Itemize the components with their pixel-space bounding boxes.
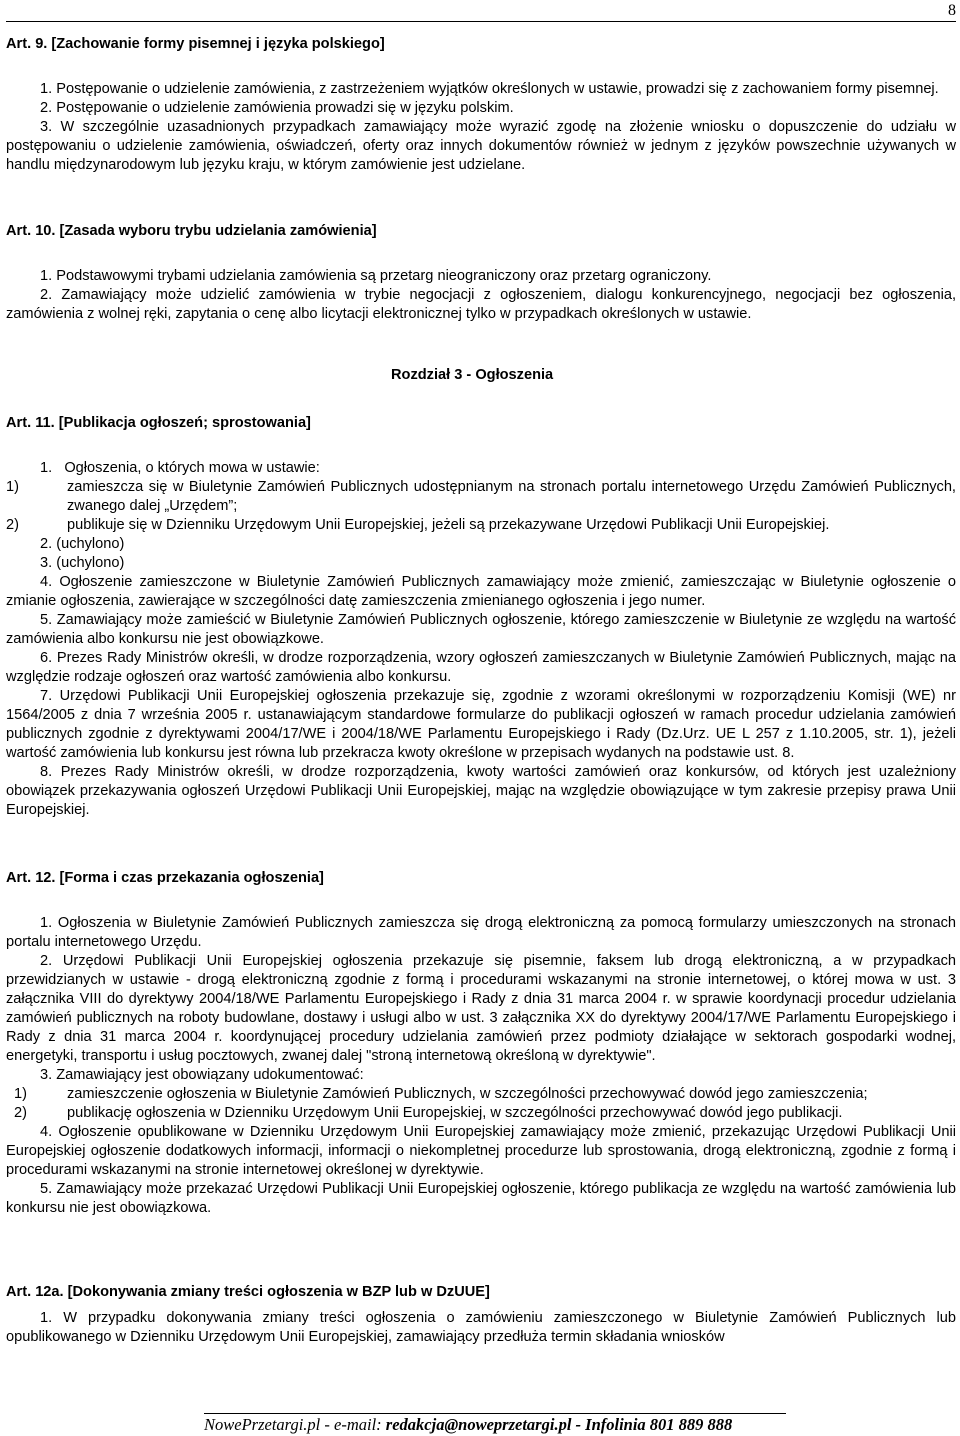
footer-contact: redakcja@noweprzetargi.pl - Infolinia 801 889 888 (385, 1415, 733, 1434)
page-number: 8 (948, 2, 956, 19)
art11-list-item-2 (6, 516, 956, 535)
art11-heading: Art. 11. [Publikacja ogłoszeń; sprostowania] (6, 415, 311, 431)
art11-paragraph-4: 4. Ogłoszenie zamieszczone w Biuletynie Zamówień Publicznych zamawiający może zmienić, zamieszczając w Biuletynie ogłoszenie o zmianie ogłoszenia, zawierające w szczególności datę zamieszczenia zmienianego ogłoszenia i jego numer. (6, 574, 956, 609)
art11-paragraph-6: 6. Prezes Rady Ministrów określi, w drodze rozporządzenia, wzory ogłoszeń zamieszczanych w Biuletynie Zamówień Publicznych, mając na względzie rodzaje ogłoszeń oraz wartość zamówienia albo konkursu. (6, 650, 956, 685)
art9-heading: Art. 9. [Zachowanie formy pisemnej i języka polskiego] (6, 36, 385, 52)
art12a-paragraph-1: 1. W przypadku dokonywania zmiany treści ogłoszenia o zamówieniu zamieszczonego w Biuletynie Zamówień Publicznych lub opublikowanego w Dzienniku Urzędowym Unii Europejskiej, zamawiający przedłuża termin składania wniosków (6, 1310, 956, 1345)
art9-paragraph-2: 2. Postępowanie o udzielenie zamówienia prowadzi się w języku polskim. (40, 100, 514, 116)
art11-list-item-1 (6, 478, 956, 516)
art12-paragraph-1: 1. Ogłoszenia w Biuletynie Zamówień Publicznych zamieszcza się drogą elektroniczną za pomocą formularzy umieszczonych na stronach portalu internetowego Urzędu. (6, 915, 956, 950)
art10-section (6, 267, 956, 324)
art12-paragraph-2: 2. Urzędowi Publikacji Unii Europejskiej ogłoszenia przekazuje się pisemnie, faksem lub drogą elektroniczną, a w przypadkach przewidzianych w ustawie - drogą elektroniczną zgodnie z formą i procedurami wskazanymi na stronie internetowej, o której mowa w ust. 3 załącznika VIII do dyrektywy 2004/18/WE Parlamentu Europejskiego i Rady z dnia 31 marca 2004 r. w sprawie koordynacji procedur udzielania zamówień publicznych na roboty budowlane, dostawy i usługi albo w ust. 3 załącznika XX do dyrektywy 2004/17/WE Parlamentu Europejskiego i Rady z dnia 31 marca 2004 r. koordynującej procedury udzielania zamówień przez podmioty działające w sektorach gospodarki wodnej, energetyki, transportu i usług pocztowych, zwanej dalej "stroną internetową określoną w dyrektywie". (6, 953, 956, 1064)
list-text: zamieszcza się w Biuletynie Zamówień Publicznych udostępnianym na stronach portalu internetowego Urzędu Zamówień Publicznych, zwanego dalej „Urzędem”; (67, 479, 956, 514)
list-number: 2) (6, 517, 19, 533)
list-number: 2) (14, 1105, 27, 1121)
art12-list-item-2 (6, 1104, 956, 1123)
art11-paragraph-8: 8. Prezes Rady Ministrów określi, w drodze rozporządzenia, kwoty wartości zamówień oraz konkursów, od których jest uzależniony obowiązek przekazywania ogłoszeń Urzędowi Publikacji Unii Europejskiej, mając na względzie obowiązujące w tym zakresie przepisy prawa Unii Europejskiej. (6, 764, 956, 818)
art11-paragraph-7: 7. Urzędowi Publikacji Unii Europejskiej ogłoszenia przekazuje się, zgodnie z wzorami określonymi w rozporządzeniu Komisji (WE) nr 1564/2005 z dnia 7 września 2005 r. ustanawiającym standardowe formularze do publikacji ogłoszeń w ramach procedur udzielania zamówień publicznych zgodnie z dyrektywami 2004/17/WE i 2004/18/WE Parlamentu Europejskiego i Rady (Dz.Urz. UE L 257 z 1.10.2005, str. 1), jeżeli wartość zamówienia lub konkursu jest równa lub przekracza kwoty określone w przepisach wydanych na podstawie ust. 8. (6, 688, 956, 761)
art10-heading: Art. 10. [Zasada wyboru trybu udzielania zamówienia] (6, 223, 377, 239)
art12-list-item-1 (6, 1085, 956, 1104)
art9-paragraph-1: 1. Postępowanie o udzielenie zamówienia, z zastrzeżeniem wyjątków określonych w ustawie, prowadzi się z zachowaniem formy pisemnej. (40, 81, 939, 97)
art12-section (6, 914, 956, 1218)
art12a-section (6, 1309, 956, 1347)
art10-paragraph-2: 2. Zamawiający może udzielić zamówienia w trybie negocjacji z ogłoszeniem, dialogu konkurencyjnego, negocjacji bez ogłoszenia, zamówienia z wolnej ręki, zapytania o cenę albo licytacji elektronicznej tylko w przypadkach określonych w ustawie. (6, 287, 956, 322)
art11-paragraph-2: 2. (uchylono) (40, 536, 125, 552)
art12a-heading: Art. 12a. [Dokonywania zmiany treści ogłoszenia w BZP lub w DzUUE] (6, 1284, 490, 1300)
art12-paragraph-5: 5. Zamawiający może przekazać Urzędowi Publikacji Unii Europejskiej ogłoszenie, którego publikacja ze względu na wartość zamówienia lub konkursu nie jest obowiązkowa. (6, 1181, 956, 1216)
list-number: 1) (6, 479, 19, 495)
art11-paragraph-3: 3. (uchylono) (40, 555, 125, 571)
list-text: publikację ogłoszenia w Dzienniku Urzędowym Unii Europejskiej, w szczególności przechowywać dowód jego publikacji. (67, 1105, 843, 1121)
list-number: 1) (14, 1086, 27, 1102)
art10-paragraph-1: 1. Podstawowymi trybami udzielania zamówienia są przetarg nieograniczony oraz przetarg ograniczony. (40, 268, 712, 284)
art12-paragraph-3: 3. Zamawiający jest obowiązany udokumentować: (40, 1067, 364, 1083)
art11-section (6, 459, 956, 820)
footer-rule (204, 1413, 786, 1414)
chapter-title: Rozdział 3 - Ogłoszenia (391, 367, 554, 383)
art9-paragraph-3: 3. W szczególnie uzasadnionych przypadkach zamawiający może wyrazić zgodę na złożenie wniosku o dopuszczenie do udziału w postępowaniu o udzielenie zamówienia, oświadczeń, oferty oraz innych dokumentów również w jednym z języków powszechnie używanych w handlu międzynarodowym lub języku kraju, w którym zamówienie jest udzielane. (6, 119, 956, 173)
art11-paragraph-5: 5. Zamawiający może zamieścić w Biuletynie Zamówień Publicznych ogłoszenie, którego zamieszczenie w Biuletynie ze względu na wartość zamówienia albo konkursu nie jest obowiązkowe. (6, 612, 956, 647)
page-footer (204, 1415, 786, 1435)
art9-section (6, 80, 956, 175)
footer-site: NowePrzetargi.pl - e-mail: (204, 1415, 386, 1434)
list-text: zamieszczenie ogłoszenia w Biuletynie Zamówień Publicznych, w szczególności przechowywać dowód jego zamieszczenia; (67, 1086, 868, 1102)
art11-paragraph-1: 1. Ogłoszenia, o których mowa w ustawie: (40, 460, 320, 476)
list-text: publikuje się w Dzienniku Urzędowym Unii Europejskiej, jeżeli są przekazywane Urzędowi Publikacji Unii Europejskiej. (67, 517, 830, 533)
art12-paragraph-4: 4. Ogłoszenie opublikowane w Dzienniku Urzędowym Unii Europejskiej zamawiający może zmienić, przekazując Urzędowi Publikacji Unii Europejskiej ogłoszenie dodatkowych informacji, informacji o niekompletnej procedurze lub sprostowania, drogą elektroniczną, zgodnie z formą i procedurami wskazanymi na stronie internetowej określonej w dyrektywie. (6, 1124, 956, 1178)
header-rule (6, 21, 956, 22)
art12-heading: Art. 12. [Forma i czas przekazania ogłoszenia] (6, 870, 324, 886)
